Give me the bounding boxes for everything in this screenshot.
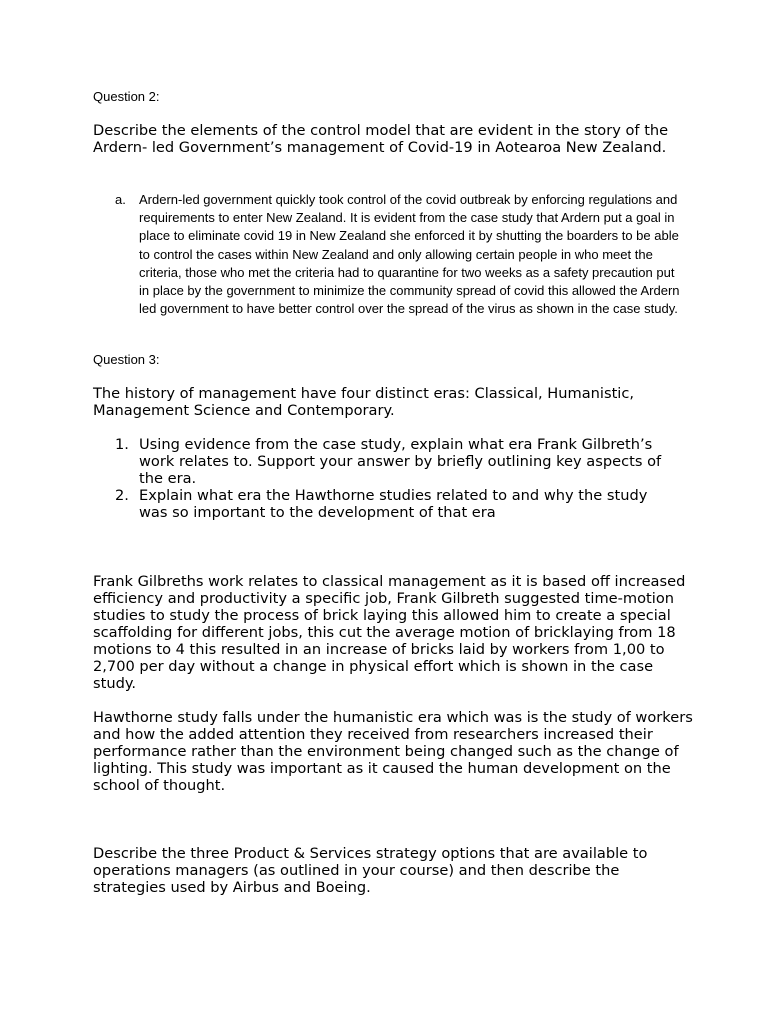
question-3-item-2-text: Explain what era the Hawthorne studies related to and why the study was so important to the development of that era xyxy=(139,487,648,521)
question-3-item-1 xyxy=(115,436,685,488)
question-3-item-2 xyxy=(115,487,685,523)
question-3-answer-2: Hawthorne study falls under the humanistic era which was is the study of workers and how the added attention they received from researchers increased their performance rather than the environment being changed such as the change of lighting. This study was important as it caused the human development on the school of thought. xyxy=(93,709,693,794)
question-2-answer: Ardern-led government quickly took control of the covid outbreak by enforcing regulations and requirements to enter New Zealand. It is evident from the case study that Ardern put a goal in place to eliminate covid 19 in New Zealand she enforced it by shutting the boarders to be able to control the cases within New Zealand and only allowing certain people in who meet the criteria, those who met the criteria had to quarantine for two weeks as a safety precaution put in place by the government to minimize the community spread of covid this allowed the Ardern led government to have better control over the spread of the virus as shown in the case study. xyxy=(139,192,680,317)
question-2-answer-item xyxy=(115,191,685,336)
question-3-item-1-text: Using evidence from the case study, explain what era Frank Gilbreth’s work relates to. Support your answer by briefly outlining key aspects of the era. xyxy=(139,436,662,487)
list-marker-2: 2. xyxy=(115,487,129,504)
question-3-answer-1: Frank Gilbreths work relates to classical management as it is based off increased efficiency and productivity a specific job, Frank Gilbreth suggested time-motion studies to study the process of brick laying this allowed him to create a special scaffolding for different jobs, this cut the average motion of bricklaying from 18 motions to 4 this resulted in an increase of bricks laid by workers from 1,00 to 2,700 per day without a change in physical effort which is shown in the case study. xyxy=(93,573,686,692)
list-marker-1: 1. xyxy=(115,436,129,453)
question-3-label: Question 3: xyxy=(93,352,160,367)
question-2-prompt: Describe the elements of the control model that are evident in the story of the Ardern- led Government’s management of Covid-19 in Aotearoa New Zealand. xyxy=(93,122,669,156)
list-marker-a: a. xyxy=(115,192,126,207)
question-4-prompt: Describe the three Product & Services strategy options that are available to operations managers (as outlined in your course) and then describe the strategies used by Airbus and Boeing. xyxy=(93,845,648,896)
question-2-label: Question 2: xyxy=(93,89,160,104)
question-3-intro: The history of management have four distinct eras: Classical, Humanistic, Management Science and Contemporary. xyxy=(93,385,635,419)
